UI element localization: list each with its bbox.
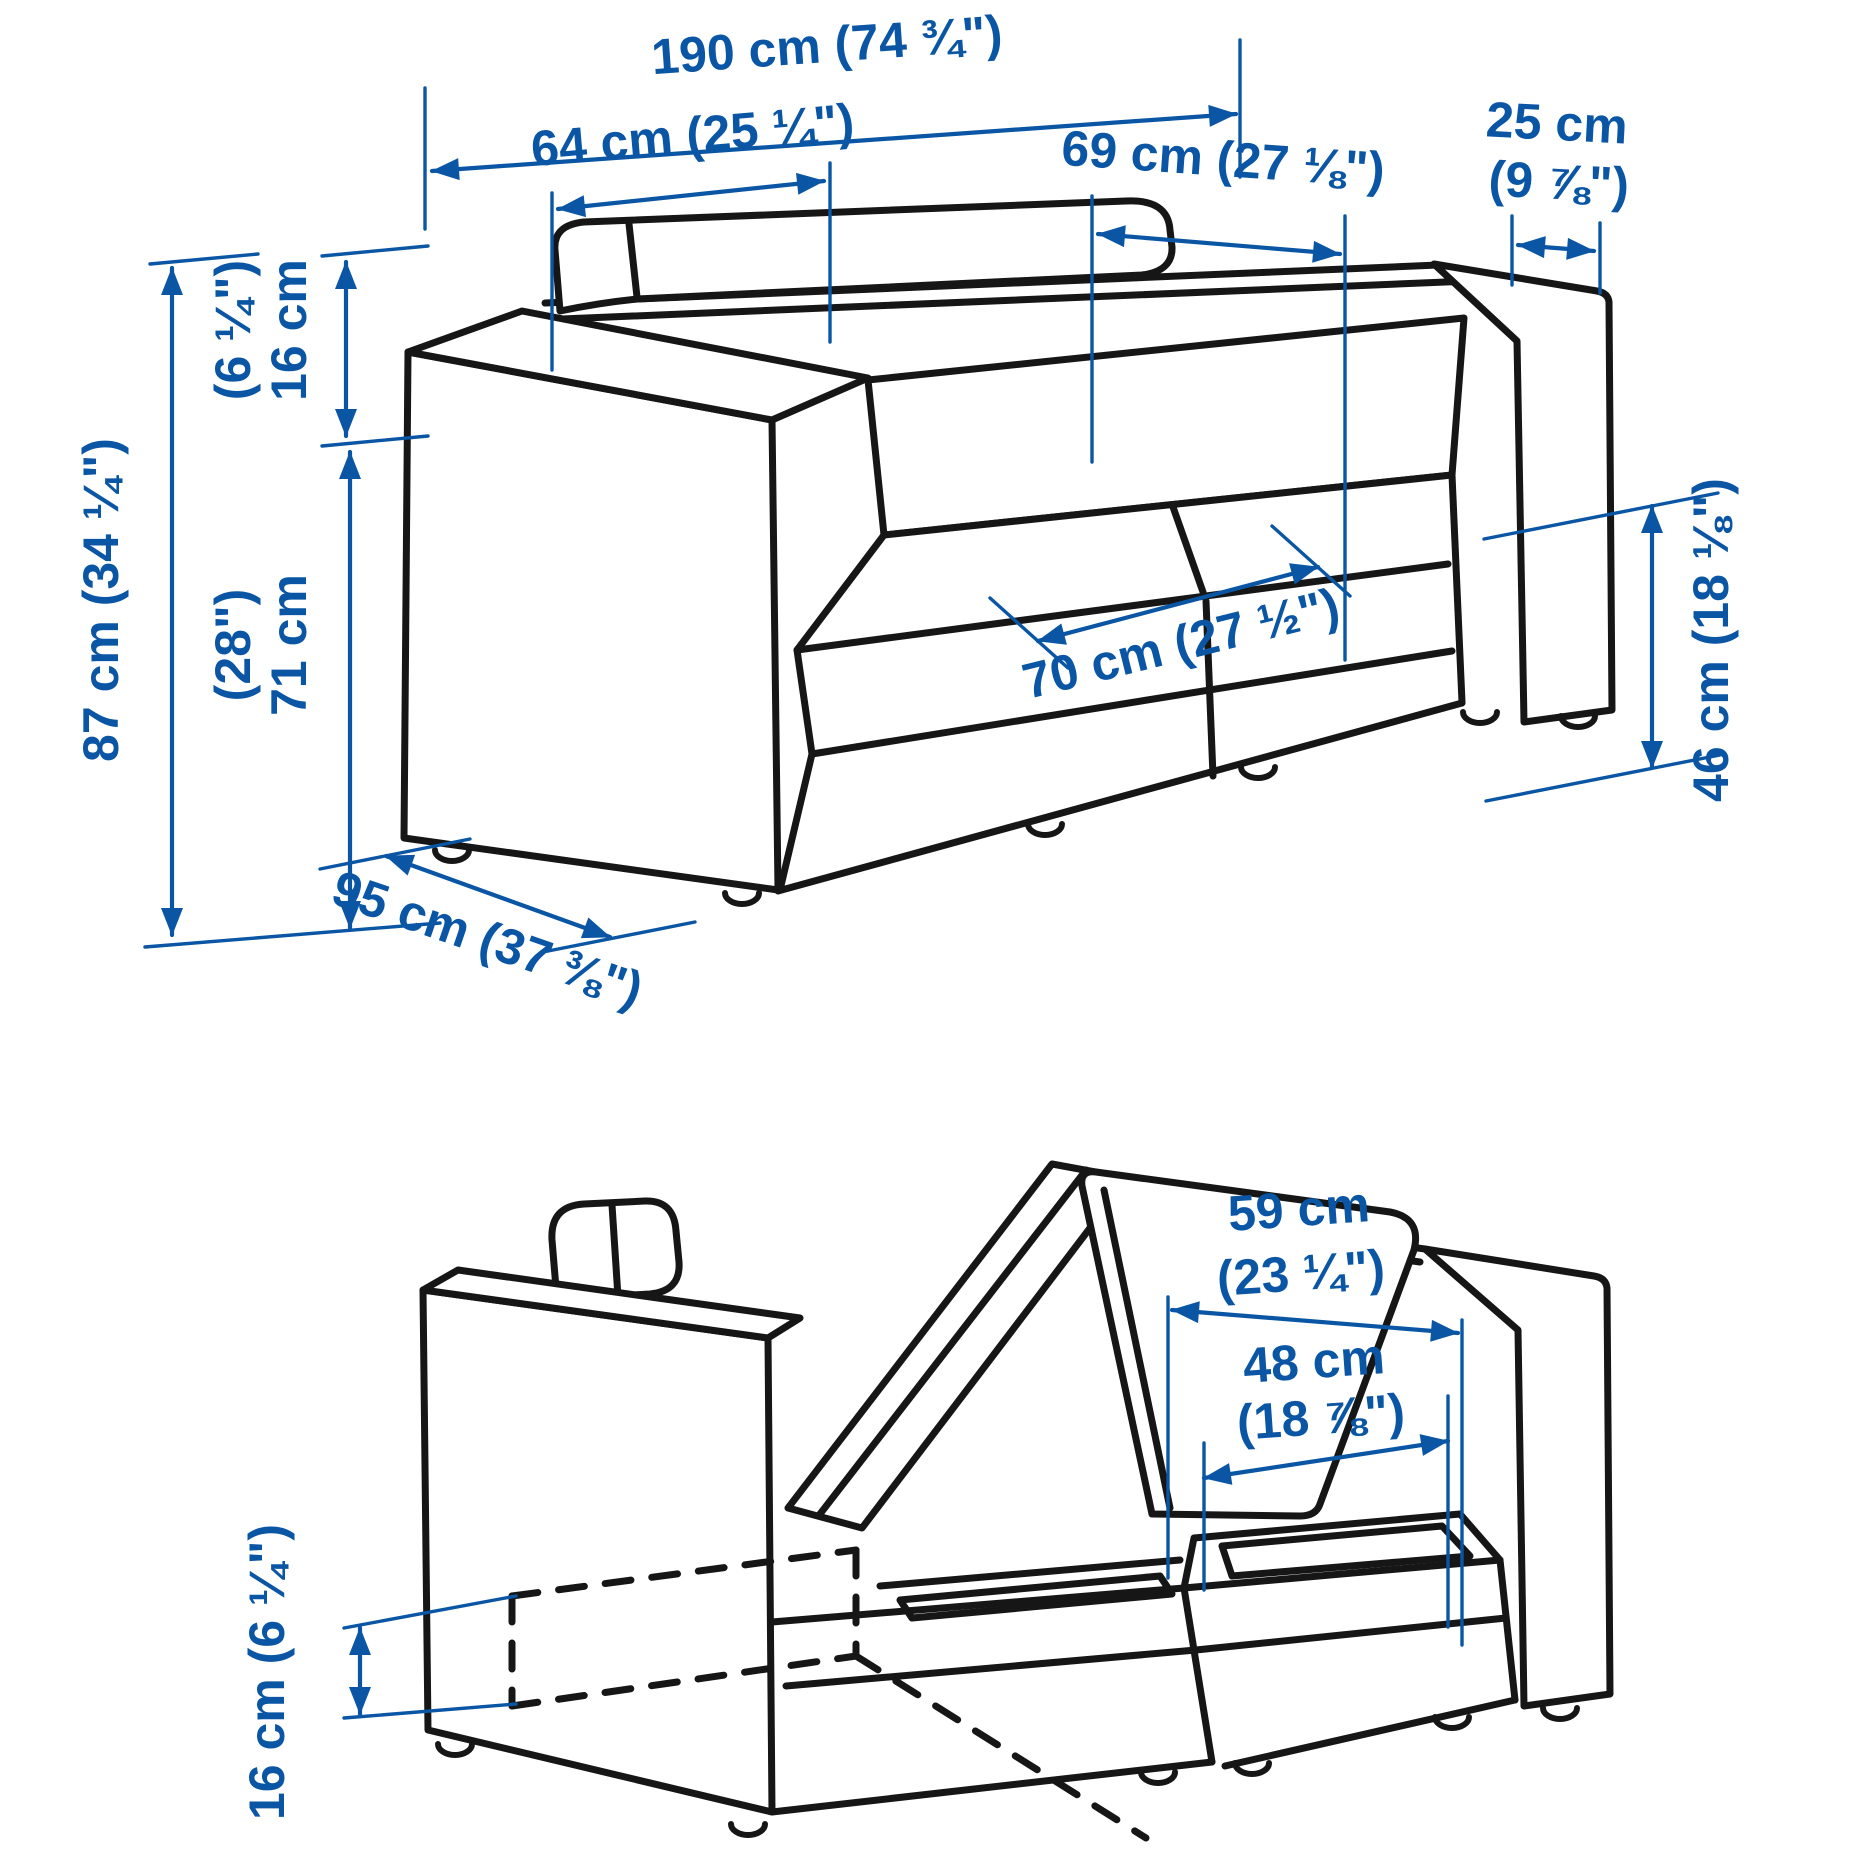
dimension-label-backrest-height-1: 71 cm bbox=[261, 574, 317, 716]
module-division-edge bbox=[1184, 1588, 1212, 1762]
sofa-legs-shape bbox=[1028, 824, 1062, 835]
dimension-label-storage-width-1: 59 cm bbox=[1226, 1176, 1372, 1242]
storage-boxes bbox=[772, 1514, 1515, 1812]
dim-headrest-height-shape bbox=[322, 246, 428, 256]
dim-headrest-width-shape bbox=[558, 181, 824, 209]
right-armrest-open-view bbox=[1425, 1249, 1610, 1706]
sofa-legs-open-view-shape bbox=[731, 1824, 765, 1835]
sofa-legs-shape bbox=[435, 850, 469, 861]
dimension-label-seat-depth: 70 cm (27 ½") bbox=[1016, 577, 1345, 710]
dimension-label-total-height: 87 cm (34 ¼") bbox=[73, 438, 129, 762]
left-module-bottom bbox=[772, 1762, 1212, 1812]
dimension-label-seat-height: 46 cm (18 ⅛") bbox=[1683, 478, 1739, 802]
dim-armrest-width bbox=[1485, 91, 1631, 293]
dimension-label-total-depth: 95 cm (37 ⅜") bbox=[325, 859, 650, 1019]
dimension-label-storage-width-2: (23 ¼") bbox=[1214, 1239, 1387, 1307]
dimension-label-total-width: 190 cm (74 ¾") bbox=[649, 4, 1005, 86]
right-box-seam bbox=[1196, 1618, 1506, 1650]
left-armrest-outer bbox=[404, 352, 778, 890]
tilted-panel-left bbox=[788, 1164, 1128, 1528]
dim-armrest-width-shape bbox=[1518, 245, 1594, 251]
sofa-legs-shape bbox=[725, 893, 759, 904]
right-module-right-edge bbox=[1500, 1560, 1515, 1700]
sofa-legs-open-view-shape bbox=[438, 1744, 472, 1755]
dimension-label-armrest-width-2: (9 ⅞") bbox=[1487, 150, 1631, 214]
dimension-label-seat-width: 69 cm (27 ⅛") bbox=[1059, 119, 1387, 199]
dimension-label-storage-inner-width-1: 48 cm bbox=[1241, 1328, 1387, 1394]
left-armrest-outer-open-view bbox=[423, 1290, 772, 1812]
sofa-legs-open-view-shape bbox=[1543, 1708, 1577, 1719]
storage-open-sofa-drawing bbox=[423, 1164, 1610, 1838]
sofa-legs-shape bbox=[1463, 712, 1497, 723]
dimension-label-backrest-height-2: (28") bbox=[205, 588, 261, 702]
left-box-back-rim bbox=[880, 1560, 1180, 1586]
tilted-panel-left-inner-line bbox=[820, 1170, 1086, 1514]
dimension-label-headrest-height-1: 16 cm bbox=[261, 259, 317, 401]
sofa-legs-open-view-shape bbox=[1141, 1772, 1175, 1783]
dimension-label-storage-inner-width-2: (18 ⅞") bbox=[1234, 1383, 1407, 1451]
right-module-bottom bbox=[1225, 1700, 1515, 1766]
dimension-label-headrest-height-2: (6 ¼") bbox=[205, 259, 261, 401]
dim-headrest-height bbox=[205, 246, 428, 446]
sofa-legs-shape bbox=[1241, 767, 1275, 778]
dim-backrest-height bbox=[205, 452, 350, 928]
dimension-label-storage-height: 16 cm (6 ¼") bbox=[239, 1523, 295, 1821]
dimension-label-headrest-width: 64 cm (25 ¼") bbox=[528, 93, 857, 178]
closed-sofa-drawing bbox=[404, 201, 1612, 904]
dimension-label-armrest-width-1: 25 cm bbox=[1484, 91, 1630, 155]
hidden-storage-dashed-lines-shape bbox=[856, 1656, 1146, 1838]
